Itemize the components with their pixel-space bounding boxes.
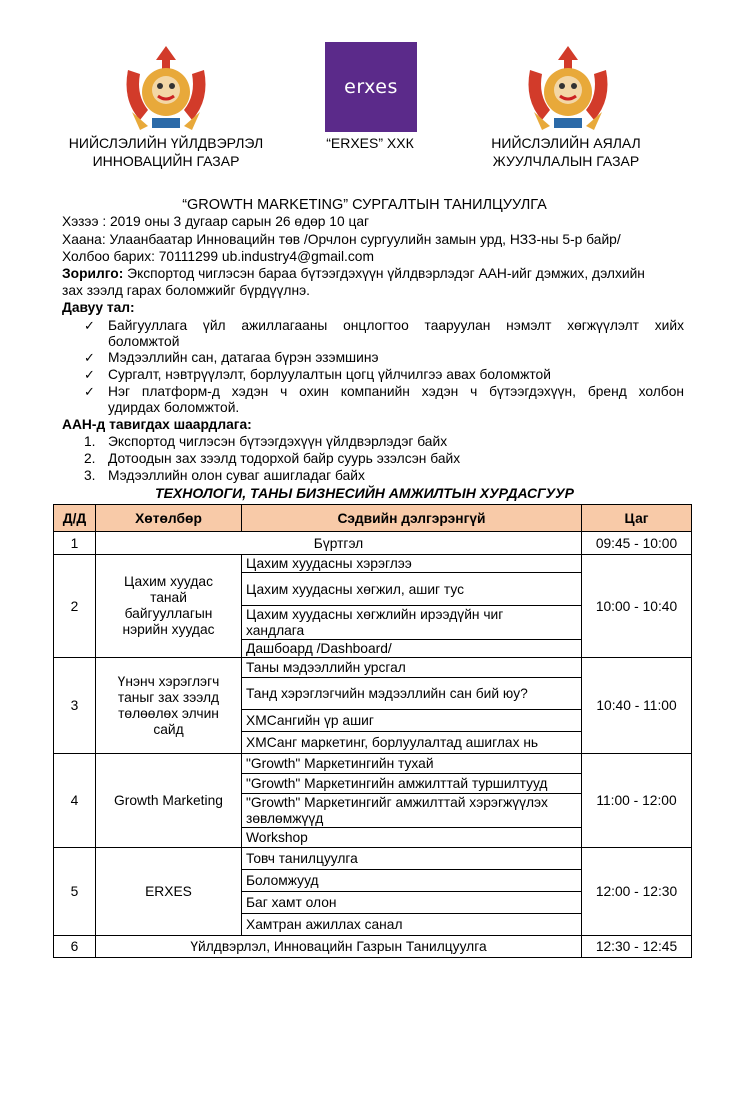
goal-line-1 [62, 266, 645, 283]
program-cell: Үнэнч хэрэглэгч таныг зах зээлд төлөөлөх элчин сайд [96, 658, 242, 754]
table-row: 5 ERXES Товч танилцуулга 12:00 - 12:30 [54, 848, 692, 870]
program-cell: ERXES [96, 848, 242, 936]
header-program: Хөтөлбөр [96, 505, 242, 532]
requirement-item: Дотоодын зах зээлд тодорхой байр суурь эзэлсэн байх [108, 451, 461, 466]
requirement-item: Экспортод чиглэсэн бүтээгдэхүүн үйлдвэрлэдэг байх [108, 434, 448, 449]
table-row: 2 Цахим хуудас танай байгууллагын нэрийн хуудас Цахим хуудасны хэрэглээ 10:00 - 10:40 [54, 555, 692, 573]
table-header-row [54, 505, 692, 532]
header-topic: Сэдвийн дэлгэрэнгүй [242, 505, 582, 532]
document-title: “GROWTH MARKETING” СУРГАЛТЫН ТАНИЛЦУУЛГА [182, 197, 547, 213]
goal-label: Зорилго: [62, 266, 124, 281]
center-org-name: “ERXES” ХХК [326, 135, 414, 151]
advantage-item: Нэг платформ-д хэдэн ч охин компанийн хэдэн ч бүтээгдэхүүн, бренд холбон удирдах боломжтой. [108, 384, 684, 415]
table-row: 1 Бүртгэл 09:45 - 10:00 [54, 532, 692, 555]
advantages-heading: Давуу тал: [62, 300, 135, 315]
program-subtitle: ТЕХНОЛОГИ, ТАНЫ БИЗНЕСИЙН АМЖИЛТЫН ХУРДАСГУУР [155, 485, 574, 501]
left-org-name: НИЙСЛЭЛИЙН ҮЙЛДВЭРЛЭЛ ИННОВАЦИЙН ГАЗАР [68, 135, 264, 169]
left-emblem-icon [118, 40, 214, 136]
requirements-heading: ААН-д тавигдах шаардлага: [62, 417, 252, 432]
program-cell: Цахим хуудас танай байгууллагын нэрийн хуудас [96, 555, 242, 658]
advantage-item: Сургалт, нэвтрүүлэлт, борлуулалтын цогц үйлчилгээ авах боломжтой [108, 367, 551, 382]
table-row: 3 Үнэнч хэрэглэгч таныг зах зээлд төлөөлөх элчин сайд Таны мэдээллийн урсгал 10:40 - 11:00 [54, 658, 692, 678]
table-row: 6 Үйлдвэрлэл, Инновацийн Газрын Танилцуулга 12:30 - 12:45 [54, 936, 692, 958]
goal-line-2: зах зээлд гарах боломжийг бүрдүүлнэ. [62, 283, 310, 298]
program-cell: Growth Marketing [96, 754, 242, 848]
advantage-item: Мэдээллийн сан, датагаа бүрэн эзэмшинэ [108, 350, 379, 365]
program-table: Д/Д Хөтөлбөр Сэдвийн дэлгэрэнгүй Цаг 1 Бүртгэл 09:45 - 10:00 2 Цахим хуудас танай байгууллагын нэрийн хуудас Цахим хуудасны хэрэглээ 10:00 - 10:40 Цахим хуудасны хөгжил, ашиг тус Цахим хуудасны хөгжлийн ирээдүйн чиг хандлага Дашбоард /Dashboard/ 3 Үнэнч хэрэглэгч таныг зах зээлд төлөөлөх элчин сайд Таны мэдээллийн урсгал 10:40 - 11:00 Танд хэрэглэгчийн мэдээллийн сан бий юу? ХМСангийн үр ашиг ХМСанг маркетинг, борлуулалтад ашиглах нь 4 Growth Marketing "Growth" Маркетингийн тухай 11:00 - 12:00 "Growth" Маркетингийн амжилттай туршилтууд "Growth" Маркетингийг амжилттай хэрэгжүүлэх зөвлөмжүүд Workshop 5 ERXES Товч танилцуулга 12:00 - 12:30 Боломжууд Баг хамт олон Хамтран ажиллах санал 6 Үйлдвэрлэл, Инновацийн Газрын Танилцуулга 12:30 - 12:45 [53, 504, 692, 958]
requirement-item: Мэдээллийн олон суваг ашигладаг байх [108, 468, 365, 483]
checkmark-icon: ✓ [84, 367, 95, 382]
right-org-name: НИЙСЛЭЛИЙН АЯЛАЛ ЖУУЛЧЛАЛЫН ГАЗАР [491, 135, 641, 169]
table-row: 4 Growth Marketing "Growth" Маркетингийн тухай 11:00 - 12:00 [54, 754, 692, 774]
event-date: Хэзээ : 2019 оны 3 дугаар сарын 26 өдөр 10 цаг [62, 214, 370, 229]
erxes-logo [325, 42, 417, 132]
header-no: Д/Д [54, 505, 96, 532]
goal-text-1: Экспортод чиглэсэн бараа бүтээгдэхүүн үйлдвэрлэдэг ААН-ийг дэмжих, дэлхийн [123, 266, 645, 281]
checkmark-icon: ✓ [84, 350, 95, 365]
advantage-item: Байгууллага үйл ажиллагааны онцлогтоо тааруулан нэмэлт хөгжүүлэлт хийх боломжтой [108, 318, 684, 349]
header-time: Цаг [582, 505, 692, 532]
right-emblem-icon [520, 40, 616, 136]
checkmark-icon: ✓ [84, 384, 95, 399]
erxes-logo-text: erxes [344, 76, 398, 98]
checkmark-icon: ✓ [84, 318, 95, 333]
event-contact: Холбоо барих: 70111299 ub.industry4@gmail.com [62, 249, 374, 264]
event-location: Хаана: Улаанбаатар Инновацийн төв /Орчлон сургуулийн замын урд, НЗЗ-ны 5-р байр/ [62, 232, 621, 247]
